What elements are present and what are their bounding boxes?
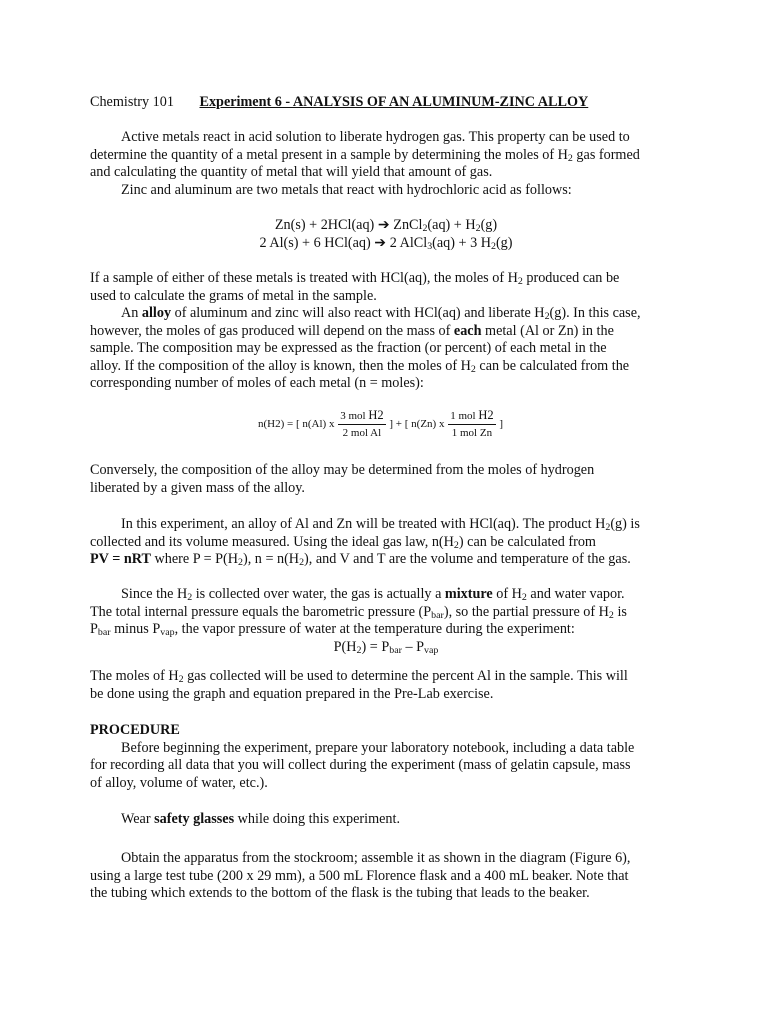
conversely-paragraph: Conversely, the composition of the alloy may be determined from the moles of hydrogen liberated by a given mass of the alloy.	[90, 462, 595, 496]
procedure-heading: PROCEDURE	[90, 722, 180, 738]
ideal-gas-paragraph: In this experiment, an alloy of Al and Zn will be treated with HCl(aq). The product $H_2(g)$ is collected and its volume measured. Using the ideal gas law, $n(H_2)$ can be calculated from PV = nRT where $P = P(H_2)$, $n = n(H_2)$, and V and T are the volume and temperature of the gas.	[90, 516, 640, 569]
vapor-pressure-paragraph: Since the $H_2$ is collected over water, the gas is actually a mixture of $H_2$ and water vapor. The total internal pressure equals the barometric pressure $(P_{bar})$, so the partial pressure of $H_2$ is $P_{bar}$ minus $P_{vap}$, the vapor pressure of water at the temperature during the experiment: $P(H_2) = P_{bar} - P_{vap}$	[90, 586, 682, 656]
arrow-icon: ➔	[374, 234, 387, 251]
reaction-equations	[90, 217, 682, 252]
experiment-title: Experiment 6 - ANALYSIS OF AN ALUMINUM-ZINC ALLOY	[199, 94, 589, 110]
intro-paragraph: Active metals react in acid solution to liberate hydrogen gas. This property can be used to determine the quantity of a metal present in a sample by determining the moles of $H_2$ gas formed and calculating the quantity of metal that will yield that amount of gas. Zinc and aluminum are two metals that react with hydrochloric acid as follows:	[90, 129, 640, 198]
moles-formula: n(H2) = [ n(Al) x $\frac{\text{3 mol H2}}{\text{2 mol Al}}$ ] + [ n(Zn) x $\frac{\text{1 mol H2}}{\text{1 mol Zn}}$ ]	[258, 408, 504, 439]
moles-graph-paragraph: The moles of $H_2$ gas collected will be used to determine the percent Al in the sample. This will be done using the graph and equation prepared in the Pre-Lab exercise.	[90, 668, 628, 702]
procedure-section: PROCEDURE Before beginning the experiment, prepare your laboratory notebook, including a data table for recording all data that you will collect during the experiment (mass of gelatin capsule, mass of alloy, volume of water, etc.).	[90, 722, 682, 792]
apparatus-paragraph: Obtain the apparatus from the stockroom; assemble it as shown in the diagram (Figure 6), using a large test tube (200 x 29 mm), a 500 mL Florence flask and a 400 mL beaker. Note that the tubing which extends to the bottom of the flask is the tubing that leads to the beaker.	[90, 850, 631, 902]
fraction-zinc: $\frac{\text{1 mol H2}}{\text{1 mol Zn}}$	[450, 408, 494, 439]
reaction-aluminum: 2 Al(s) + 6 HCl(aq) ➔ 2 AlCl$_3$(aq) + 3 $H_2(g)$	[259, 234, 513, 252]
document-header	[90, 94, 588, 111]
metal-sample-paragraph: If a sample of either of these metals is treated with HCl(aq), the moles of $H_2$ produced can be used to calculate the grams of metal in the sample.	[90, 270, 620, 304]
reaction-zinc: Zn(s) + 2HCl(aq) ➔ ZnCl$_2$(aq) + $H_2(g)$	[274, 217, 498, 235]
safety-paragraph: Wear safety glasses while doing this experiment.	[121, 811, 401, 827]
partial-pressure-equation: $P(H_2) = P_{bar} - P_{vap}$	[333, 638, 439, 656]
fraction-aluminum: $\frac{\text{3 mol H2}}{\text{2 mol Al}}$	[340, 408, 384, 439]
course-name: Chemistry 101	[90, 94, 174, 110]
arrow-icon: ➔	[377, 217, 390, 233]
alloy-paragraph: An alloy of aluminum and zinc will also react with HCl(aq) and liberate $H_2(g)$. In this case, however, the moles of gas produced will depend on the mass of each metal (Al or Zn) in the sample. The composition may be expressed as the fraction (or percent) of each metal in the alloy. If the composition of the alloy is known, then the moles of $H_2$ can be calculated from the corresponding number of moles of each metal (n = moles):	[90, 305, 641, 392]
